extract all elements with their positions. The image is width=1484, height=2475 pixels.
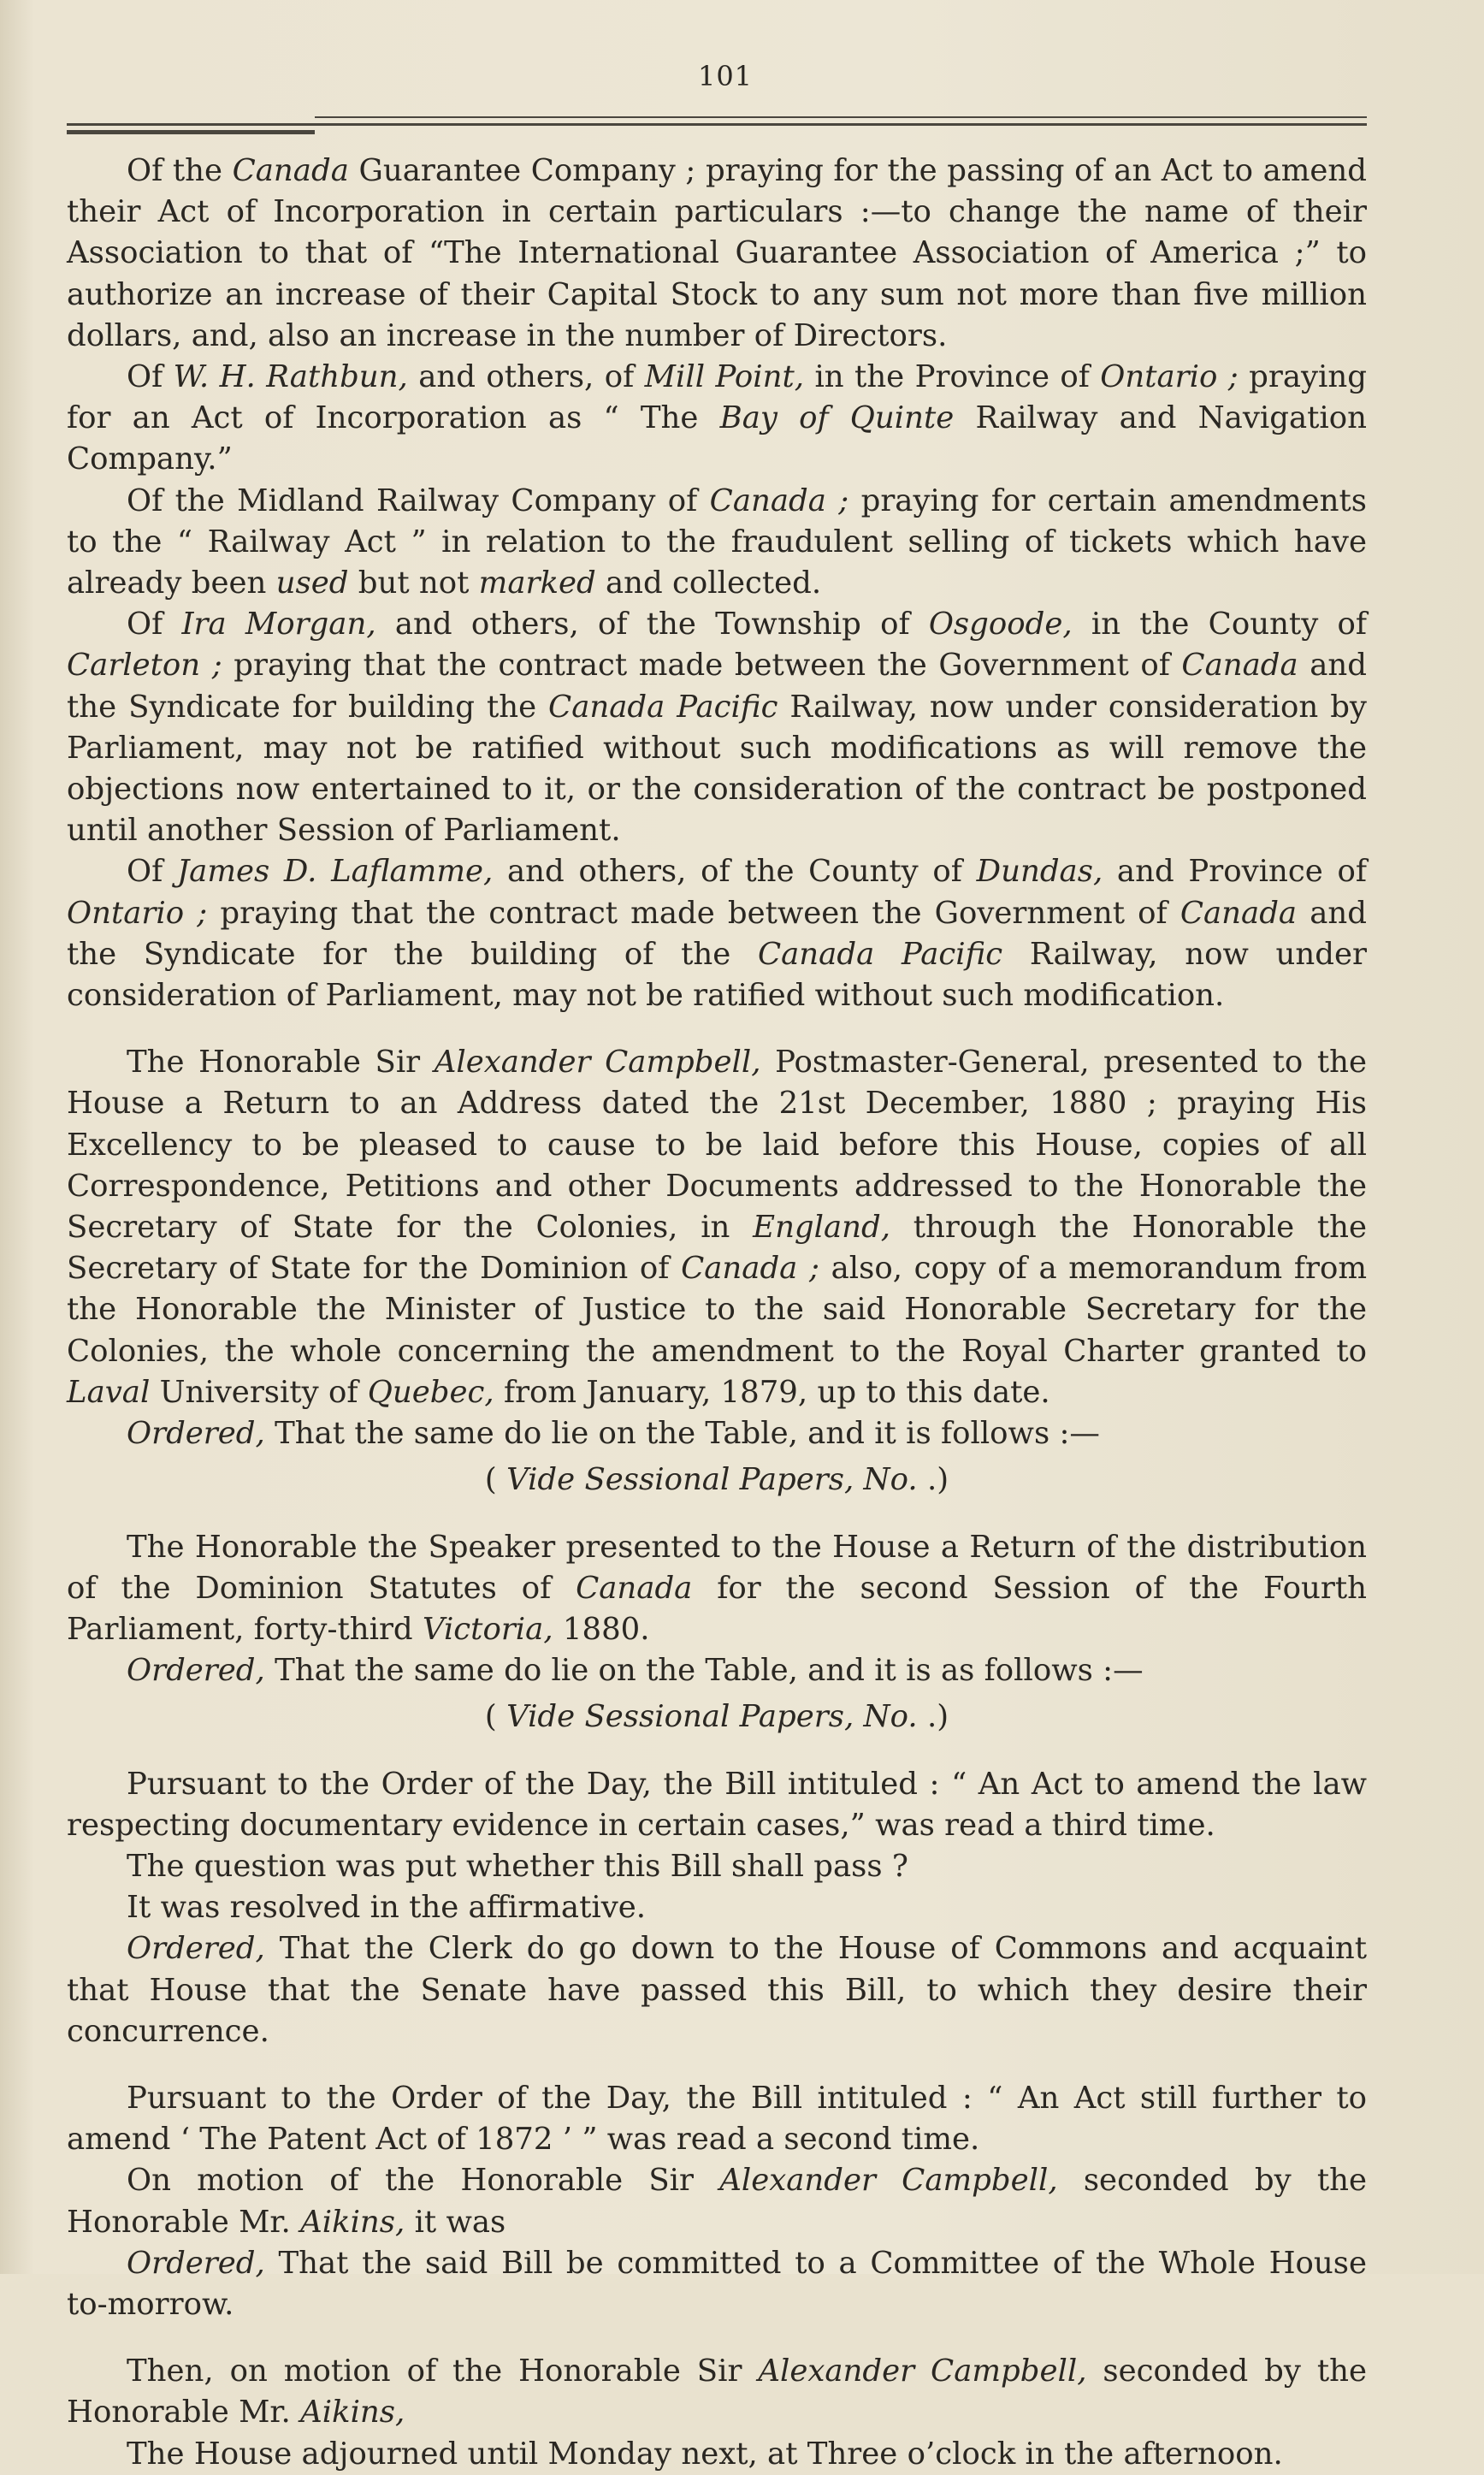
return-campbell: The Honorable Sir Alexander Campbell, Postmaster-General, presented to the House a Return to an Address dated the 21st December, 1880 ; praying His Excellency to be pleased to cause to be laid before this House, copies of all Correspondence, Petitions and other Documents addressed to the Honorable the Secretary of State for the Colonies, in England, through the Honorable the Secretary of State for the Dominion of Canada ; also, copy of a memorandum from the Honorable the Minister of Justice to the said Honorable Secretary for the Colonies, the whole concerning the amendment to the Royal Charter granted to Laval University of Quebec, from January, 1879, up to this date. [67,1045,1368,1410]
petition-ira-morgan: Of Ira Morgan, and others, of the Township of Osgoode, in the County of Carleton ; praying that the contract made between the Government of Canada and the Syndicate for building the Canada Pacific Railway, now under consideration by Parliament, may not be ratified without such modifications as will remove the objections now entertained to it, or the consideration of the contract be postponed until another Session of Parliament. [67,607,1367,849]
page-number: 101 [697,60,754,92]
bill-documentary-evidence: Pursuant to the Order of the Day, the Bill intituled : “ An Act to amend the law respecting documentary evidence in certain cases,” was read a third time. [67,1766,1367,1843]
petition-rathbun: Of W. H. Rathbun, and others, of Mill Point, in the Province of Ontario ; praying for an Act of Incorporation as “ The Bay of Quinte Railway and Navigation Company.” [67,359,1367,477]
ordered-committee: Ordered, That the said Bill be committed to a Committee of the Whole House to-morrow. [67,2245,1367,2322]
house-adjourned: The House adjourned until Monday next, at Three o’clock in the afternoon. [127,2436,1283,2472]
vide-sessional-papers-2: ( Vide Sessional Papers, No. .) [484,1699,949,1735]
question-put: The question was put whether this Bill shall pass ? [127,1848,908,1884]
vide-sessional-papers-1: ( Vide Sessional Papers, No. .) [484,1462,949,1498]
header-rule-line-thick [67,130,315,134]
motion-campbell-2: Then, on motion of the Honorable Sir Alexander Campbell, seconded by the Honorable Mr. Aikins, [67,2354,1367,2431]
page-content [67,60,1367,2475]
header-rule-line-top [315,116,1367,118]
header-rule [67,108,1367,151]
petition-canada-guarantee-company: Of the Canada Guarantee Company ; praying for the passing of an Act to amend their Act of Incorporation in certain particulars :—to change the name of their Association to that of “The International Guarantee Association of America ;” to authorize an increase of their Capital Stock to any sum not more than five million dollars, and, also an increase in the number of Directors. [67,153,1367,353]
petition-laflamme: Of James D. Laflamme, and others, of the County of Dundas, and Province of Ontario ; praying that the contract made between the Government of Canada and the Syndicate for the building of the Canada Pacific Railway, now under consideration of Parliament, may not be ratified without such modification. [67,854,1367,1014]
petition-midland-railway: Of the Midland Railway Company of Canada ; praying for certain amendments to the “ Railway Act ” in relation to the fraudulent selling of tickets which have already been used but not marked and collected. [67,483,1367,601]
ordered-table-1: Ordered, That the same do lie on the Table, and it is follows :— [127,1416,1100,1452]
resolved-affirmative: It was resolved in the affirmative. [127,1890,647,1926]
motion-campbell-1: On motion of the Honorable Sir Alexander Campbell, seconded by the Honorable Mr. Aikins, it was [67,2163,1367,2240]
ordered-clerk: Ordered, That the Clerk do go down to the House of Commons and acquaint that House that the Senate have passed this Bill, to which they desire their concurrence. [67,1931,1367,2049]
header-rule-line-middle [67,123,1367,126]
bill-patent-act: Pursuant to the Order of the Day, the Bill intituled : “ An Act still further to amend ‘ The Patent Act of 1872 ’ ” was read a second time. [67,2080,1367,2158]
return-speaker: The Honorable the Speaker presented to the House a Return of the distribution of the Dominion Statutes of Canada for the second Session of the Fourth Parliament, forty-third Victoria, 1880. [67,1529,1368,1647]
ordered-table-2: Ordered, That the same do lie on the Table, and it is as follows :— [127,1653,1144,1689]
